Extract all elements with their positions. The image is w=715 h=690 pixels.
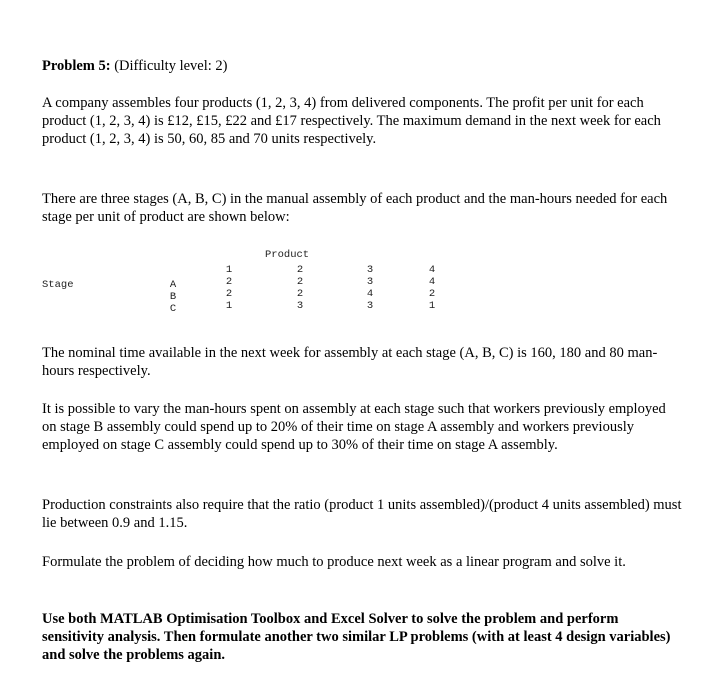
cell-value: 3: [366, 276, 374, 288]
cell-value: 2: [225, 276, 233, 288]
product-header: Product: [265, 249, 310, 261]
ratio-constraint-paragraph: Production constraints also require that the ratio (product 1 units assembled)/(product 4 units assembled) must lie between 0.9 and 1.15.: [42, 497, 682, 531]
cell-value: 3: [296, 300, 304, 312]
product-4-column: [422, 264, 442, 312]
cell-value: 2: [296, 276, 304, 288]
product-2-column: [290, 264, 310, 312]
nominal-time-paragraph: The nominal time available in the next week for assembly at each stage (A, B, C) is 160, 180 and 80 man-hours respectively.: [42, 345, 658, 379]
stage-c: C: [169, 303, 177, 315]
product-1-column: [219, 264, 239, 312]
cell-value: 2: [225, 288, 233, 300]
cell-value: 4: [366, 288, 374, 300]
formulate-paragraph: Formulate the problem of deciding how much to produce next week as a linear program and solve it.: [42, 554, 626, 570]
intro-paragraph: A company assembles four products (1, 2, 3, 4) from delivered components. The profit per unit for each product (1, 2, 3, 4) is £12, £15, £22 and £17 respectively. The maximum demand in the next week for each product (1, 2, 3, 4) is 50, 60, 85 and 70 units respectively.: [42, 95, 661, 147]
product-number: 4: [428, 264, 436, 276]
problem-heading: [42, 57, 682, 75]
man-hours-flex-paragraph: It is possible to vary the man-hours spent on assembly at each stage such that workers previously employed on stage B assembly could spend up to 20% of their time on stage A assembly and workers previously employed on stage C assembly could spend up to 30% of their time on stage A assembly.: [42, 401, 666, 453]
problem-label: Problem 5:: [42, 58, 111, 74]
cell-value: 1: [225, 300, 233, 312]
product-number: 1: [225, 264, 233, 276]
cell-value: 2: [428, 288, 436, 300]
difficulty-level: (Difficulty level: 2): [110, 58, 228, 74]
stages-paragraph: There are three stages (A, B, C) in the manual assembly of each product and the man-hours needed for each stage per unit of product are shown below:: [42, 191, 668, 225]
stage-a: A: [169, 279, 177, 291]
product-3-column: [360, 264, 380, 312]
cell-value: 3: [366, 300, 374, 312]
stage-label: Stage: [42, 279, 74, 291]
cell-value: 2: [296, 288, 304, 300]
stage-b: B: [169, 291, 177, 303]
product-number: 3: [366, 264, 374, 276]
cell-value: 1: [428, 300, 436, 312]
product-number: 2: [296, 264, 304, 276]
cell-value: 4: [428, 276, 436, 288]
stage-column: [167, 279, 179, 315]
instructions-paragraph: Use both MATLAB Optimisation Toolbox and Excel Solver to solve the problem and perform sensitivity analysis. Then formulate another two similar LP problems (with at least 4 design variables) and solve the problems again.: [42, 611, 671, 663]
